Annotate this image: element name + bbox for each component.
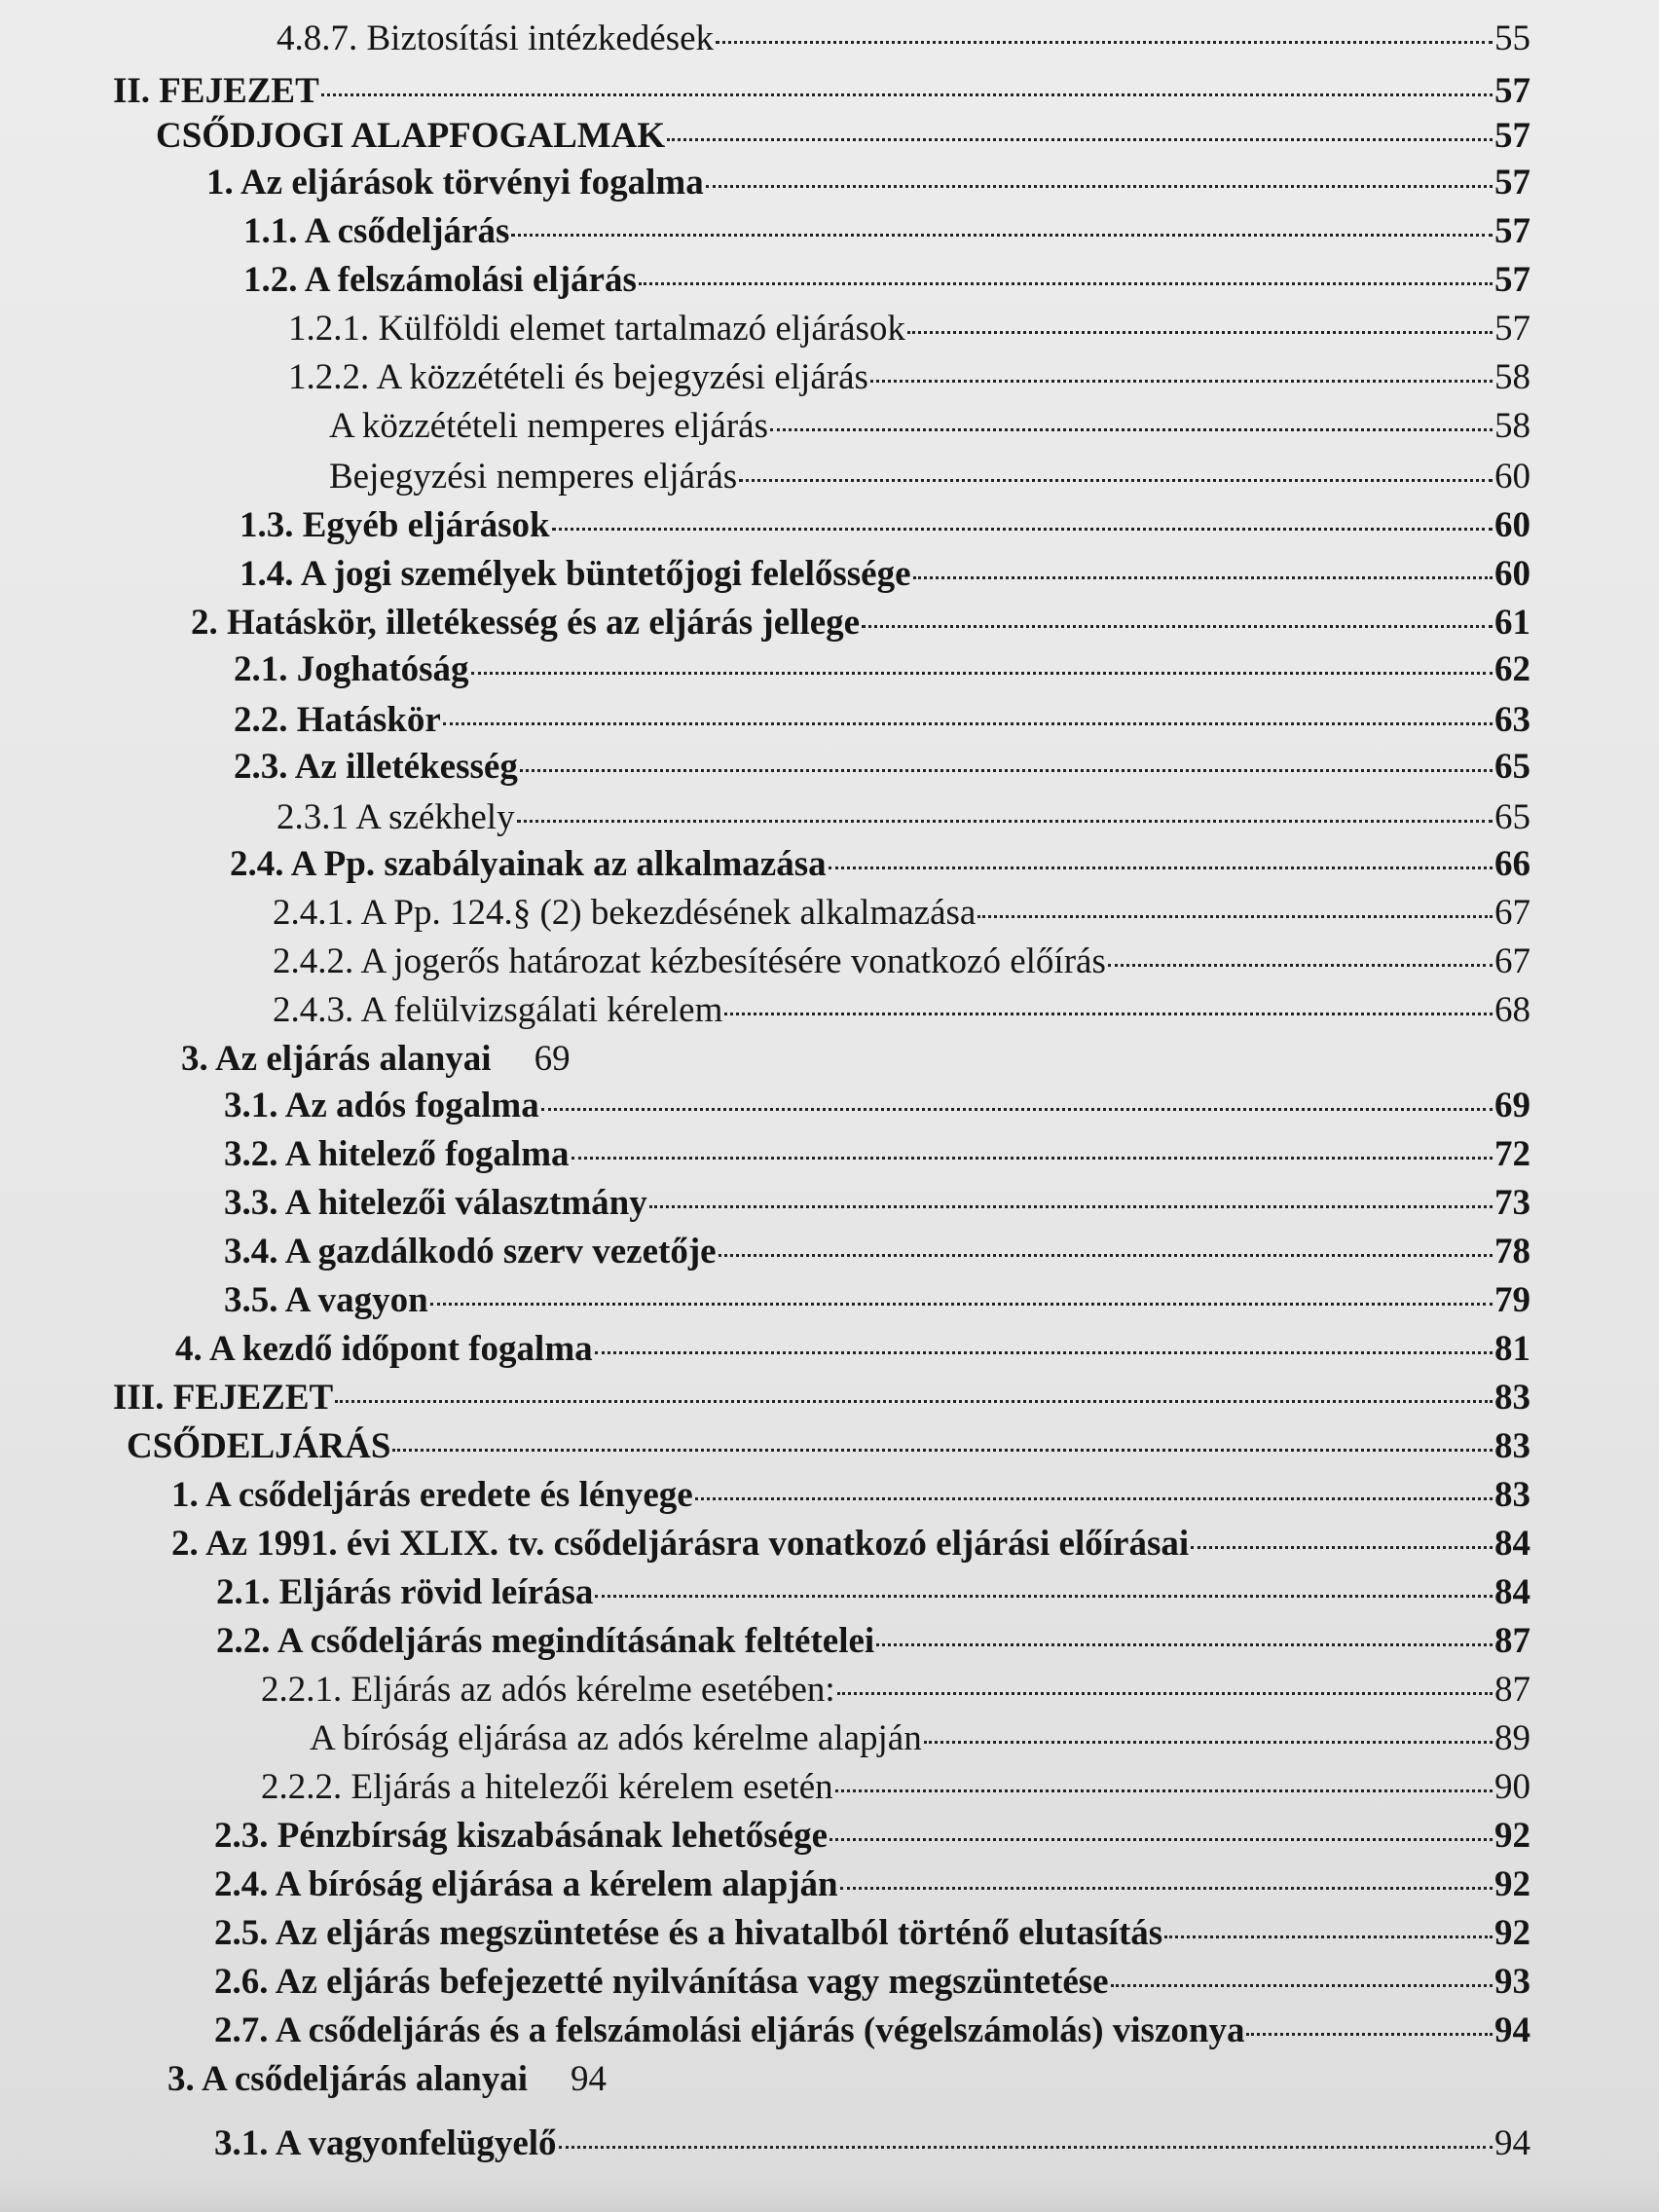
- toc-entry: [329, 405, 1530, 448]
- dot-leader: [695, 1497, 1493, 1500]
- toc-entry-page: 65: [1494, 747, 1530, 787]
- toc-entry-label: 2.6. Az eljárás befejezetté nyilvánítása vagy megszüntetése: [214, 1962, 1109, 2002]
- dot-leader: [862, 625, 1493, 628]
- toc-entry-label: 2.4.2. A jogerős határozat kézbesítésére vonatkozó előírás: [273, 941, 1106, 981]
- dot-leader: [870, 380, 1493, 383]
- dot-leader: [552, 528, 1493, 531]
- toc-entry: [171, 1474, 1530, 1517]
- toc-entry-label: 4.8.7. Biztosítási intézkedések: [276, 18, 715, 58]
- toc-entry-label: 3.5. A vagyon: [224, 1280, 428, 1320]
- dot-leader: [1164, 1936, 1493, 1938]
- toc-entry-label: 1.2.2. A közzétételi és bejegyzési eljárás: [288, 357, 868, 397]
- dot-leader: [706, 185, 1493, 188]
- toc-entry-page: 67: [1494, 941, 1530, 981]
- toc-entry-page: 79: [1494, 1280, 1530, 1320]
- toc-entry-label: 2.1. Joghatóság: [234, 649, 469, 689]
- dot-leader: [571, 1157, 1493, 1160]
- dot-leader: [559, 2146, 1493, 2149]
- toc-entry: [181, 1038, 571, 1081]
- toc-entry: [206, 162, 1530, 204]
- toc-entry-page: 57: [1494, 260, 1530, 300]
- toc-entry: [243, 259, 1530, 302]
- dot-leader: [511, 234, 1493, 237]
- toc-entry-label: 2.4. A Pp. szabályainak az alkalmazása: [230, 844, 827, 884]
- toc-entry: [288, 308, 1530, 350]
- toc-entry: [224, 1133, 1530, 1176]
- toc-entry-page: 94: [1494, 2010, 1530, 2050]
- toc-entry-page: 57: [1494, 163, 1530, 203]
- toc-entry: [156, 115, 1530, 158]
- toc-entry-label: 2.2. A csődeljárás megindításának feltételei: [216, 1621, 875, 1661]
- toc-entry-label: 2.2.1. Eljárás az adós kérelme esetében:: [261, 1670, 835, 1710]
- dot-leader: [977, 915, 1493, 918]
- toc-entry-label: A közzétételi nemperes eljárás: [329, 406, 768, 446]
- toc-entry-label: 3.3. A hitelezői választmány: [224, 1183, 647, 1223]
- toc-entry: [310, 1717, 1530, 1760]
- toc-entry-page: 65: [1494, 797, 1530, 837]
- toc-entry: [224, 1279, 1530, 1322]
- toc-entry-page: 83: [1494, 1378, 1530, 1418]
- dot-leader: [335, 1400, 1493, 1403]
- toc-entry-label: 1. Az eljárások törvényi fogalma: [206, 163, 704, 203]
- toc-entry-label: 1.4. A jogi személyek büntetőjogi felelőssége: [240, 554, 911, 594]
- toc-entry-page: 69: [534, 1039, 571, 1079]
- dot-leader: [471, 672, 1493, 675]
- toc-entry: [113, 1377, 1530, 1419]
- toc-entry: [329, 456, 1530, 498]
- toc-entry: [230, 843, 1530, 886]
- toc-entry-page: 57: [1494, 71, 1530, 111]
- dot-leader: [321, 93, 1493, 96]
- dot-leader: [595, 1595, 1493, 1598]
- toc-entry-page: 92: [1494, 1913, 1530, 1953]
- bottom-edge-shadow: [0, 2177, 1659, 2212]
- dot-leader: [430, 1303, 1493, 1306]
- toc-entry: [273, 892, 1530, 935]
- toc-entry: [276, 18, 1530, 60]
- toc-entry-page: 66: [1494, 844, 1530, 884]
- dot-leader: [1108, 964, 1493, 967]
- toc-entry-label: 3. Az eljárás alanyai: [181, 1039, 492, 1079]
- toc-entry-page: 58: [1494, 357, 1530, 397]
- toc-entry-label: 2.2.2. Eljárás a hitelezői kérelem esetén: [261, 1767, 833, 1807]
- toc-entry: [214, 1815, 1530, 1858]
- toc-entry-page: 62: [1494, 649, 1530, 689]
- toc-entry-label: 2.5. Az eljárás megszüntetése és a hivatalból történő elutasítás: [214, 1913, 1163, 1953]
- dot-leader: [829, 866, 1493, 869]
- toc-entry-page: 60: [1494, 457, 1530, 497]
- toc-entry-page: 68: [1494, 990, 1530, 1030]
- toc-entry: [234, 648, 1530, 691]
- dot-leader: [876, 1643, 1493, 1646]
- dot-leader: [840, 1887, 1493, 1890]
- toc-entry-label: Bejegyzési nemperes eljárás: [329, 457, 738, 497]
- toc-entry-page: 60: [1494, 554, 1530, 594]
- dot-leader: [443, 722, 1493, 725]
- toc-entry-label: 2.3. Pénzbírság kiszabásának lehetősége: [214, 1816, 829, 1856]
- toc-entry: [175, 1328, 1530, 1371]
- toc-entry-label: 2.4.1. A Pp. 124.§ (2) bekezdésének alkalmazása: [273, 893, 977, 933]
- toc-entry-page: 60: [1494, 505, 1530, 545]
- toc-entry-page: 63: [1494, 700, 1530, 740]
- dot-leader: [392, 1449, 1493, 1452]
- toc-entry: [214, 1912, 1530, 1955]
- toc-entry: [224, 1231, 1530, 1273]
- toc-entry: [214, 2009, 1530, 2052]
- dot-leader: [520, 769, 1493, 772]
- toc-entry-label: 1.2. A felszámolási eljárás: [243, 260, 637, 300]
- dot-leader: [639, 282, 1493, 285]
- toc-entry-label: 2.3.1 A székhely: [276, 797, 515, 837]
- dot-leader: [517, 820, 1493, 823]
- toc-entry-label: 2. Az 1991. évi XLIX. tv. csődeljárásra vonatkozó eljárási előírásai: [171, 1524, 1190, 1564]
- dot-leader: [739, 479, 1493, 482]
- toc-entry-label: 1.2.1. Külföldi elemet tartalmazó eljárások: [288, 309, 905, 349]
- dot-leader: [649, 1205, 1493, 1208]
- toc-entry-label: 2.3. Az illetékesség: [234, 747, 518, 787]
- toc-entry-page: 67: [1494, 893, 1530, 933]
- dot-leader: [835, 1789, 1493, 1792]
- toc-entry-label: 1.1. A csődeljárás: [243, 211, 510, 251]
- toc-entry: [216, 1620, 1530, 1663]
- toc-entry: [261, 1766, 1530, 1809]
- dot-leader: [1246, 2033, 1493, 2036]
- dot-leader: [924, 1741, 1493, 1744]
- toc-entry-label: 3. A csődeljárás alanyai: [167, 2059, 529, 2099]
- toc-entry-label: 3.4. A gazdálkodó szerv vezetője: [224, 1232, 717, 1272]
- toc-entry: [214, 1863, 1530, 1906]
- toc-entry-label: 3.1. Az adós fogalma: [224, 1086, 539, 1125]
- toc-entry-label: II. FEJEZET: [113, 71, 319, 111]
- toc-entry: [171, 1523, 1530, 1566]
- toc-entry-page: 78: [1494, 1232, 1530, 1272]
- toc-entry-label: 2.4. A bíróság eljárása a kérelem alapján: [214, 1864, 838, 1904]
- toc-entry-page: 92: [1494, 1864, 1530, 1904]
- toc-entry: [191, 602, 1530, 645]
- toc-entry-page: 93: [1494, 1962, 1530, 2002]
- toc-entry-label: 2.2. Hatáskör: [234, 700, 441, 740]
- toc-entry-page: 92: [1494, 1816, 1530, 1856]
- toc-entry-label: 1. A csődeljárás eredete és lényege: [171, 1475, 693, 1515]
- toc-entry-page: 90: [1494, 1767, 1530, 1807]
- toc-entry-page: 83: [1494, 1475, 1530, 1515]
- toc-entry: [216, 1571, 1530, 1614]
- dot-leader: [913, 576, 1493, 579]
- toc-entry-page: 69: [1494, 1086, 1530, 1125]
- toc-entry-page: 84: [1494, 1572, 1530, 1612]
- toc-entry: [214, 1961, 1530, 2004]
- toc-entry: [261, 1669, 1530, 1712]
- toc-entry: [273, 940, 1530, 983]
- dot-leader: [724, 1013, 1493, 1015]
- toc-entry-label: 2.7. A csődeljárás és a felszámolási eljárás (végelszámolás) viszonya: [214, 2010, 1245, 2050]
- toc-entry-page: 73: [1494, 1183, 1530, 1223]
- toc-entry: [240, 553, 1530, 596]
- toc-entry-label: CSŐDJOGI ALAPFOGALMAK: [156, 116, 666, 156]
- toc-entry-label: A bíróság eljárása az adós kérelme alapján: [310, 1718, 922, 1758]
- dot-leader: [770, 428, 1493, 431]
- toc-entry: [167, 2058, 607, 2101]
- toc-entry: [288, 356, 1530, 399]
- toc-entry-page: 61: [1494, 603, 1530, 643]
- toc-entry-page: 89: [1494, 1718, 1530, 1758]
- toc-entry-page: 94: [571, 2059, 608, 2099]
- toc-entry-page: 81: [1494, 1329, 1530, 1369]
- toc-entry-page: 72: [1494, 1134, 1530, 1174]
- toc-entry-page: 57: [1494, 211, 1530, 251]
- dot-leader: [716, 41, 1493, 44]
- toc-entry-label: 2.1. Eljárás rövid leírása: [216, 1572, 594, 1612]
- toc-entry-page: 94: [1494, 2123, 1530, 2163]
- toc-entry-label: CSŐDELJÁRÁS: [127, 1426, 391, 1466]
- toc-entry-page: 55: [1494, 18, 1530, 58]
- toc-entry-page: 87: [1494, 1670, 1530, 1710]
- toc-entry-label: 2. Hatáskör, illetékesség és az eljárás jellege: [191, 603, 861, 643]
- dot-leader: [907, 331, 1493, 334]
- dot-leader: [719, 1254, 1493, 1257]
- toc-entry: [240, 504, 1530, 547]
- toc-entry: [234, 746, 1530, 789]
- toc-entry: [214, 2122, 1530, 2165]
- toc-entry: [273, 989, 1530, 1032]
- toc-entry: [234, 699, 1530, 742]
- toc-entry-page: 57: [1494, 116, 1530, 156]
- toc-entry-label: 3.1. A vagyonfelügyelő: [214, 2123, 557, 2163]
- toc-entry-page: 84: [1494, 1524, 1530, 1564]
- toc-entry-label: 3.2. A hitelező fogalma: [224, 1134, 570, 1174]
- toc-entry: [113, 70, 1530, 113]
- dot-leader: [830, 1838, 1493, 1841]
- toc-entry: [224, 1182, 1530, 1225]
- dot-leader: [837, 1692, 1493, 1695]
- toc-entry-page: 58: [1494, 406, 1530, 446]
- dot-leader: [1111, 1984, 1493, 1987]
- toc-entry-page: 87: [1494, 1621, 1530, 1661]
- toc-entry-label: 2.4.3. A felülvizsgálati kérelem: [273, 990, 723, 1030]
- dot-leader: [667, 138, 1493, 141]
- toc-entry: [127, 1425, 1530, 1468]
- toc-entry: [243, 210, 1530, 253]
- dot-leader: [541, 1108, 1493, 1111]
- toc-entry-page: 57: [1494, 309, 1530, 349]
- toc-entry: [224, 1085, 1530, 1127]
- toc-entry-page: 83: [1494, 1426, 1530, 1466]
- toc-entry-label: 1.3. Egyéb eljárások: [240, 505, 550, 545]
- toc-entry-label: 4. A kezdő időpont fogalma: [175, 1329, 593, 1369]
- dot-leader: [595, 1351, 1493, 1354]
- toc-entry: [276, 796, 1530, 839]
- dot-leader: [1191, 1546, 1493, 1549]
- toc-entry-label: III. FEJEZET: [113, 1378, 334, 1418]
